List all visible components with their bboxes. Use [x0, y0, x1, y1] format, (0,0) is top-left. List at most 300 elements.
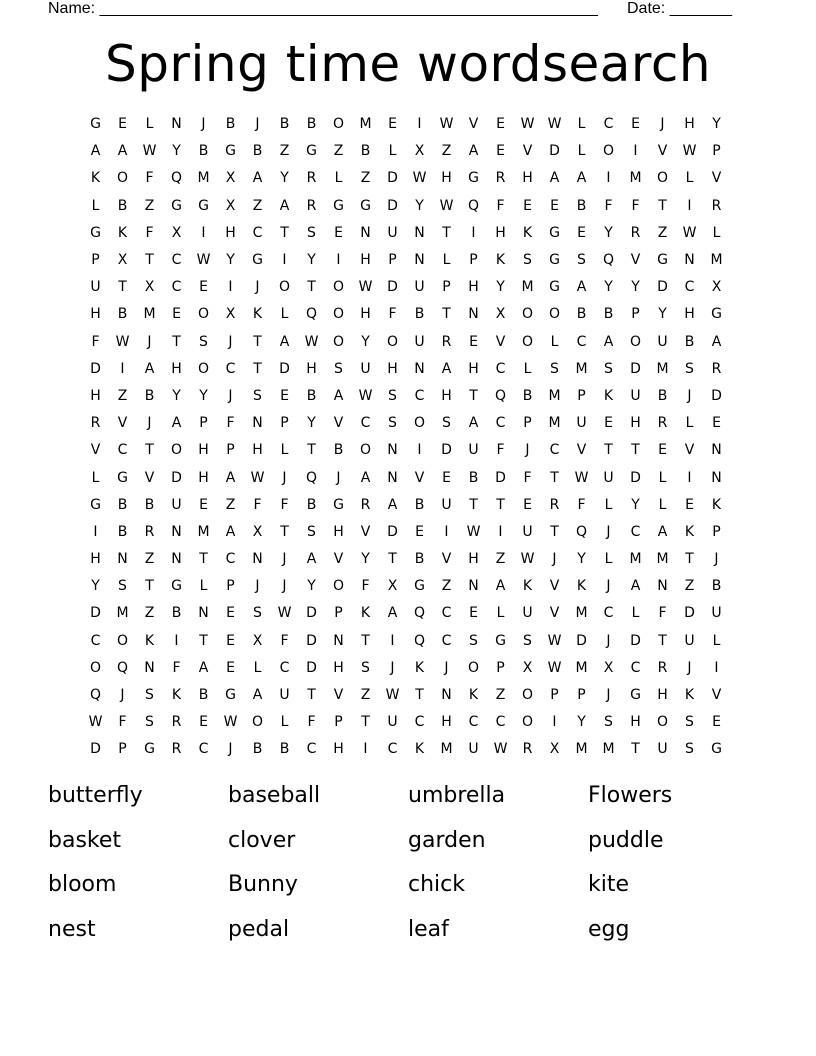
grid-letter: E: [118, 116, 127, 133]
grid-letter: K: [414, 659, 425, 676]
word-list-item: leaf: [408, 916, 449, 942]
grid-letter: E: [523, 197, 532, 214]
grid-letter: E: [388, 116, 397, 133]
grid-letter: T: [604, 442, 613, 459]
grid-letter: I: [390, 632, 395, 649]
grid-letter: J: [147, 415, 152, 432]
grid-letter: T: [280, 224, 289, 241]
grid-letter: O: [332, 578, 345, 595]
grid-letter: W: [88, 714, 103, 731]
grid-letter: A: [279, 197, 290, 214]
grid-letter: T: [685, 551, 694, 568]
grid-letter: O: [332, 116, 345, 133]
grid-letter: G: [495, 632, 506, 649]
grid-letter: T: [172, 333, 181, 350]
grid-letter: W: [142, 143, 157, 160]
grid-letter: U: [630, 387, 641, 404]
grid-letter: Y: [307, 578, 316, 595]
grid-letter: Y: [712, 116, 721, 133]
grid-letter: T: [469, 496, 478, 513]
grid-letter: F: [172, 659, 181, 676]
grid-letter: V: [657, 143, 668, 160]
grid-letter: G: [144, 741, 155, 758]
grid-letter: I: [714, 659, 719, 676]
grid-letter: U: [468, 442, 479, 459]
grid-letter: N: [441, 687, 452, 704]
grid-letter: U: [171, 496, 182, 513]
grid-letter: L: [577, 143, 586, 160]
grid-letter: Y: [415, 197, 424, 214]
grid-letter: W: [520, 551, 535, 568]
grid-letter: C: [171, 252, 182, 269]
grid-letter: B: [117, 306, 128, 323]
date-line: Date: _______: [627, 0, 732, 17]
grid-letter: D: [630, 632, 641, 649]
grid-letter: H: [522, 170, 533, 187]
grid-letter: E: [550, 197, 559, 214]
grid-letter: Z: [117, 387, 128, 404]
grid-letter: Y: [658, 306, 667, 323]
grid-letter: G: [468, 170, 479, 187]
grid-letter: J: [714, 551, 719, 568]
grid-row: [82, 573, 730, 600]
grid-letter: P: [712, 143, 721, 160]
grid-letter: O: [332, 306, 345, 323]
grid-letter: N: [252, 551, 263, 568]
grid-letter: E: [577, 224, 586, 241]
grid-letter: Y: [226, 252, 235, 269]
grid-letter: G: [90, 224, 101, 241]
grid-letter: M: [629, 551, 642, 568]
grid-letter: O: [602, 143, 615, 160]
grid-letter: B: [252, 143, 263, 160]
grid-letter: E: [415, 523, 424, 540]
grid-letter: P: [91, 252, 100, 269]
grid-letter: L: [712, 632, 721, 649]
grid-letter: I: [120, 360, 125, 377]
grid-letter: S: [523, 632, 532, 649]
grid-letter: Q: [89, 687, 102, 704]
grid-letter: T: [307, 279, 316, 296]
grid-letter: H: [468, 551, 479, 568]
grid-letter: C: [225, 360, 236, 377]
grid-letter: Y: [307, 252, 316, 269]
grid-letter: A: [306, 551, 317, 568]
grid-letter: D: [441, 442, 452, 459]
grid-letter: N: [117, 551, 128, 568]
grid-letter: I: [282, 252, 287, 269]
grid-letter: M: [710, 252, 723, 269]
grid-letter: S: [685, 714, 694, 731]
grid-letter: K: [468, 687, 479, 704]
grid-letter: H: [225, 224, 236, 241]
grid-letter: H: [387, 360, 398, 377]
grid-letter: U: [711, 605, 722, 622]
grid-letter: H: [90, 551, 101, 568]
grid-letter: V: [711, 687, 722, 704]
word-list-item: Bunny: [228, 872, 298, 897]
grid-letter: I: [687, 469, 692, 486]
grid-letter: Y: [604, 279, 613, 296]
grid-letter: J: [660, 116, 665, 133]
grid-letter: J: [606, 578, 611, 595]
grid-letter: B: [279, 116, 290, 133]
grid-letter: C: [630, 523, 641, 540]
grid-letter: U: [387, 714, 398, 731]
grid-letter: Z: [279, 143, 290, 160]
grid-letter: A: [360, 469, 371, 486]
word-list-item: puddle: [588, 827, 664, 853]
grid-letter: T: [361, 632, 370, 649]
grid-letter: C: [414, 714, 425, 731]
grid-letter: D: [90, 605, 101, 622]
grid-letter: B: [360, 143, 371, 160]
grid-letter: R: [495, 170, 506, 187]
grid-letter: J: [228, 333, 233, 350]
grid-letter: A: [117, 143, 128, 160]
grid-letter: S: [145, 687, 154, 704]
grid-row: [82, 247, 730, 274]
grid-letter: Y: [199, 387, 208, 404]
grid-letter: D: [387, 197, 398, 214]
grid-row: [82, 383, 730, 410]
grid-letter: G: [306, 143, 317, 160]
grid-letter: G: [90, 496, 101, 513]
grid-letter: N: [171, 551, 182, 568]
grid-letter: C: [414, 387, 425, 404]
grid-letter: T: [145, 578, 154, 595]
grid-letter: O: [521, 306, 534, 323]
grid-letter: A: [711, 333, 722, 350]
grid-letter: O: [89, 659, 102, 676]
grid-letter: Z: [144, 197, 155, 214]
grid-letter: A: [144, 360, 155, 377]
grid-letter: K: [684, 687, 695, 704]
grid-letter: K: [171, 687, 182, 704]
grid-letter: B: [576, 197, 587, 214]
grid-letter: S: [685, 741, 694, 758]
grid-letter: O: [656, 170, 669, 187]
grid-letter: D: [171, 469, 182, 486]
grid-letter: X: [549, 741, 560, 758]
grid-letter: B: [117, 197, 128, 214]
grid-letter: Z: [495, 687, 506, 704]
grid-letter: T: [631, 442, 640, 459]
grid-letter: B: [414, 496, 425, 513]
grid-letter: P: [577, 387, 586, 404]
grid-letter: F: [577, 496, 586, 513]
grid-letter: A: [171, 415, 182, 432]
grid-letter: D: [387, 279, 398, 296]
grid-letter: W: [385, 687, 400, 704]
grid-letter: E: [199, 279, 208, 296]
grid-letter: L: [685, 170, 694, 187]
grid-letter: M: [575, 605, 588, 622]
grid-letter: S: [334, 360, 343, 377]
grid-letter: A: [198, 659, 209, 676]
grid-letter: V: [684, 442, 695, 459]
grid-letter: S: [307, 224, 316, 241]
grid-letter: D: [711, 387, 722, 404]
grid-letter: G: [711, 741, 722, 758]
word-list-item: garden: [408, 827, 486, 853]
grid-letter: C: [495, 415, 506, 432]
word-list-item: chick: [408, 872, 465, 897]
grid-letter: T: [469, 387, 478, 404]
grid-letter: L: [631, 605, 640, 622]
grid-letter: S: [523, 252, 532, 269]
grid-letter: G: [549, 252, 560, 269]
grid-letter: R: [171, 741, 182, 758]
grid-letter: H: [684, 116, 695, 133]
grid-letter: W: [547, 659, 562, 676]
grid-letter: F: [91, 333, 100, 350]
grid-letter: B: [279, 741, 290, 758]
grid-letter: I: [417, 442, 422, 459]
grid-letter: H: [90, 387, 101, 404]
grid-letter: M: [521, 279, 534, 296]
grid-letter: T: [442, 306, 451, 323]
grid-row: [82, 628, 730, 655]
grid-letter: F: [253, 496, 262, 513]
grid-letter: W: [493, 741, 508, 758]
grid-letter: T: [631, 741, 640, 758]
grid-letter: I: [363, 741, 368, 758]
grid-letter: O: [170, 442, 183, 459]
grid-letter: D: [495, 469, 506, 486]
grid-letter: T: [550, 523, 559, 540]
grid-letter: G: [198, 197, 209, 214]
grid-letter: Z: [144, 551, 155, 568]
grid-letter: L: [685, 415, 694, 432]
grid-letter: B: [117, 496, 128, 513]
grid-letter: J: [228, 741, 233, 758]
grid-letter: G: [90, 116, 101, 133]
grid-letter: D: [90, 360, 101, 377]
grid-letter: O: [467, 659, 480, 676]
word-list-item: Flowers: [588, 783, 673, 808]
grid-row: [82, 437, 730, 464]
grid-letter: H: [441, 170, 452, 187]
grid-letter: V: [144, 469, 155, 486]
grid-letter: N: [414, 360, 425, 377]
grid-letter: R: [306, 170, 317, 187]
grid-letter: E: [199, 496, 208, 513]
grid-letter: S: [442, 415, 451, 432]
grid-letter: G: [414, 578, 425, 595]
grid-letter: Q: [494, 387, 507, 404]
grid-letter: W: [682, 224, 697, 241]
grid-letter: B: [657, 387, 668, 404]
grid-letter: O: [332, 279, 345, 296]
name-line: Name: ________________________________________________________: [48, 0, 598, 17]
grid-letter: L: [145, 116, 154, 133]
grid-letter: S: [550, 360, 559, 377]
grid-letter: X: [225, 306, 236, 323]
grid-letter: P: [577, 687, 586, 704]
grid-letter: G: [225, 687, 236, 704]
grid-letter: Y: [172, 387, 181, 404]
grid-letter: P: [118, 741, 127, 758]
grid-letter: H: [657, 687, 668, 704]
grid-letter: N: [468, 306, 479, 323]
grid-letter: A: [252, 170, 263, 187]
grid-letter: K: [603, 387, 614, 404]
grid-letter: O: [332, 333, 345, 350]
grid-letter: N: [414, 252, 425, 269]
grid-letter: A: [279, 333, 290, 350]
grid-letter: H: [495, 224, 506, 241]
grid-letter: Q: [467, 197, 480, 214]
grid-letter: C: [576, 333, 587, 350]
grid-letter: L: [577, 116, 586, 133]
grid-letter: B: [684, 333, 695, 350]
grid-letter: F: [361, 578, 370, 595]
grid-letter: I: [228, 279, 233, 296]
grid-letter: E: [631, 116, 640, 133]
grid-letter: K: [117, 224, 128, 241]
word-list-item: kite: [588, 872, 630, 897]
grid-row: [82, 301, 730, 328]
grid-letter: A: [468, 143, 479, 160]
grid-letter: L: [496, 605, 505, 622]
grid-letter: Y: [280, 170, 289, 187]
grid-letter: F: [145, 224, 154, 241]
grid-letter: Y: [172, 143, 181, 160]
grid-letter: L: [280, 442, 289, 459]
grid-letter: S: [388, 387, 397, 404]
grid-letter: B: [144, 496, 155, 513]
grid-letter: X: [225, 170, 236, 187]
grid-letter: R: [90, 415, 101, 432]
grid-letter: B: [225, 116, 236, 133]
grid-letter: F: [307, 714, 316, 731]
grid-letter: X: [387, 578, 398, 595]
grid-row: [82, 138, 730, 165]
grid-letter: W: [223, 714, 238, 731]
grid-letter: B: [603, 306, 614, 323]
grid-letter: S: [577, 252, 586, 269]
grid-letter: N: [171, 116, 182, 133]
grid-letter: W: [358, 279, 373, 296]
grid-letter: W: [547, 632, 562, 649]
grid-letter: H: [684, 306, 695, 323]
grid-letter: I: [498, 523, 503, 540]
grid-letter: N: [171, 523, 182, 540]
grid-letter: B: [306, 387, 317, 404]
grid-letter: M: [575, 659, 588, 676]
grid-letter: U: [414, 333, 425, 350]
grid-letter: O: [197, 360, 210, 377]
grid-letter: G: [711, 306, 722, 323]
grid-letter: U: [468, 741, 479, 758]
grid-letter: M: [629, 170, 642, 187]
grid-letter: X: [144, 279, 155, 296]
grid-letter: K: [252, 306, 263, 323]
grid-letter: Z: [441, 143, 452, 160]
grid-letter: T: [658, 632, 667, 649]
grid-letter: D: [387, 170, 398, 187]
word-list-item: baseball: [228, 783, 321, 808]
grid-letter: V: [333, 551, 344, 568]
grid-letter: O: [548, 306, 561, 323]
grid-letter: C: [495, 360, 506, 377]
grid-letter: D: [549, 143, 560, 160]
grid-letter: H: [441, 714, 452, 731]
word-list-item: butterfly: [48, 783, 143, 808]
grid-letter: E: [658, 442, 667, 459]
grid-letter: O: [278, 279, 291, 296]
grid-letter: A: [549, 170, 560, 187]
grid-letter: C: [90, 632, 101, 649]
grid-letter: F: [145, 170, 154, 187]
grid-row: [82, 519, 730, 546]
grid-letter: G: [171, 197, 182, 214]
grid-letter: S: [118, 578, 127, 595]
grid-letter: H: [630, 415, 641, 432]
grid-letter: B: [522, 387, 533, 404]
grid-letter: E: [469, 333, 478, 350]
grid-letter: I: [174, 632, 179, 649]
grid-letter: G: [252, 252, 263, 269]
grid-letter: I: [687, 197, 692, 214]
grid-letter: D: [657, 279, 668, 296]
grid-letter: Q: [305, 306, 318, 323]
grid-letter: X: [171, 224, 182, 241]
grid-letter: W: [115, 333, 130, 350]
grid-letter: B: [144, 387, 155, 404]
grid-letter: Z: [441, 578, 452, 595]
grid-letter: J: [606, 632, 611, 649]
grid-letter: M: [548, 415, 561, 432]
grid-letter: F: [388, 306, 397, 323]
grid-letter: K: [495, 252, 506, 269]
grid-letter: J: [120, 687, 125, 704]
grid-letter: M: [143, 306, 156, 323]
grid-letter: T: [658, 197, 667, 214]
word-list-item: basket: [48, 827, 122, 853]
grid-letter: D: [387, 523, 398, 540]
grid-row: [82, 464, 730, 491]
grid-letter: W: [682, 143, 697, 160]
grid-letter: C: [441, 632, 452, 649]
grid-letter: U: [279, 687, 290, 704]
grid-letter: D: [576, 632, 587, 649]
grid-letter: B: [576, 306, 587, 323]
grid-row: [82, 329, 730, 356]
grid-letter: V: [522, 143, 533, 160]
grid-letter: R: [657, 659, 668, 676]
grid-row: [82, 410, 730, 437]
grid-letter: J: [255, 279, 260, 296]
grid-letter: L: [712, 224, 721, 241]
grid-letter: Z: [360, 170, 371, 187]
grid-letter: Q: [305, 469, 318, 486]
grid-letter: V: [495, 333, 506, 350]
grid-letter: W: [250, 469, 265, 486]
grid-letter: J: [444, 659, 449, 676]
grid-letter: R: [549, 496, 560, 513]
grid-letter: D: [306, 632, 317, 649]
grid-letter: R: [711, 197, 722, 214]
grid-letter: N: [198, 605, 209, 622]
grid-letter: E: [712, 415, 721, 432]
grid-letter: O: [116, 632, 129, 649]
grid-letter: K: [711, 496, 722, 513]
grid-letter: N: [711, 469, 722, 486]
grid-letter: V: [90, 442, 101, 459]
grid-letter: F: [631, 197, 640, 214]
